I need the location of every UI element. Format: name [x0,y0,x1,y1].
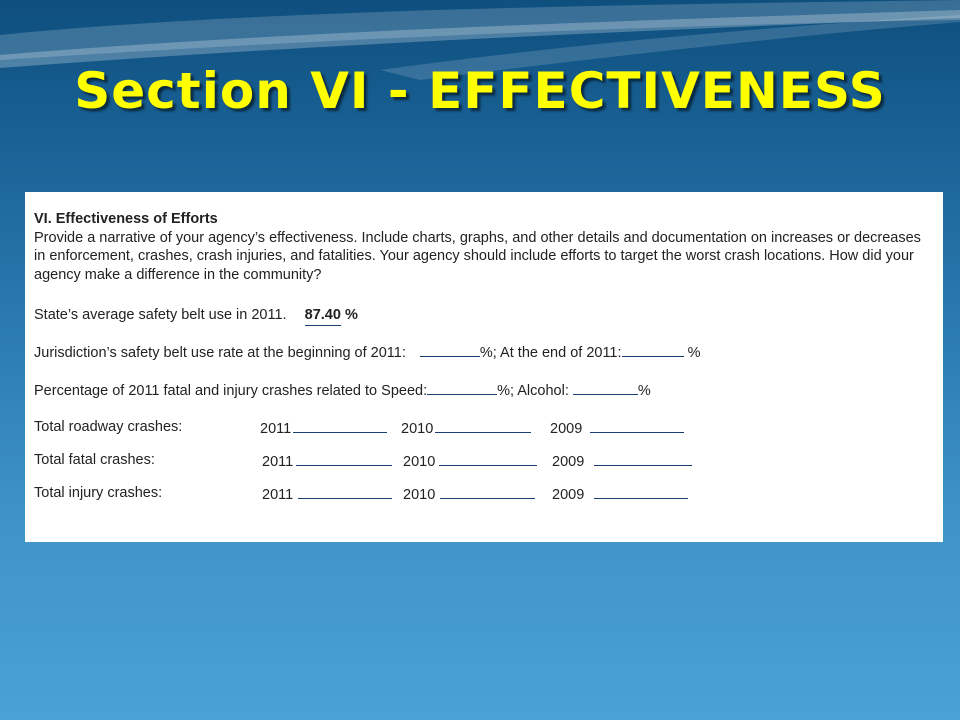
jurisdiction-belt-label: Jurisdiction’s safety belt use rate at the beginning of 2011: [34,345,406,361]
year-2010: 2010 [403,487,436,503]
fatal-injury-mid: %; Alcohol: [497,383,569,399]
form-heading: VI. Effectiveness of Efforts [34,211,218,227]
year-2010: 2010 [401,421,434,437]
form-panel [25,192,943,542]
injury-2011-field[interactable] [298,484,392,499]
crashes-2010-field[interactable] [435,418,531,433]
narrative-instructions: Provide a narrative of your agency’s effectiveness. Include charts, graphs, and other details and documentation on increases or decreases in enforcement, crashes, crash injuries, and fatalities. Your agency should include efforts to target the worst crash locations. How did your agency make a difference in the community? [34,229,921,283]
year-label [403,451,537,472]
fatal-injury-row [34,380,651,401]
alcohol-percent-field[interactable] [573,380,638,395]
state-belt-row [34,306,358,326]
year-label [262,451,392,472]
year-label [403,484,535,505]
speed-percent-field[interactable] [427,380,497,395]
year-2011: 2011 [262,487,294,503]
year-2009: 2009 [552,487,585,503]
jurisdiction-belt-end: % [687,345,701,361]
fatal-2009-field[interactable] [594,451,692,466]
fatal-injury-label: Percentage of 2011 fatal and injury crashes related to Speed: [34,383,428,399]
year-label [260,418,387,439]
year-2011: 2011 [260,421,292,437]
year-label [262,484,392,505]
crashes-2011-field[interactable] [293,418,387,433]
jurisdiction-belt-mid: %; At the end of 2011: [479,345,622,361]
state-belt-value: 87.40 [305,306,341,326]
crash-row-label: Total injury crashes: [34,485,163,501]
crash-row-label: Total roadway crashes: [34,419,183,435]
slide-title: Section VI - EFFECTIVENESS [74,62,886,120]
year-2009: 2009 [552,454,585,470]
state-belt-label: State’s average safety belt use in 2011. [34,307,287,323]
fatal-injury-end: % [637,383,651,399]
year-label [552,484,688,505]
year-2011: 2011 [262,454,294,470]
injury-2009-field[interactable] [594,484,688,499]
year-label [401,418,531,439]
belt-beginning-field[interactable] [420,342,480,357]
injury-2010-field[interactable] [440,484,535,499]
year-2010: 2010 [403,454,436,470]
year-label [552,451,692,472]
belt-end-field[interactable] [622,342,684,357]
fatal-2010-field[interactable] [439,451,537,466]
crashes-2009-field[interactable] [590,418,684,433]
fatal-2011-field[interactable] [296,451,392,466]
crash-row-label: Total fatal crashes: [34,452,155,468]
year-label [550,418,684,439]
state-belt-unit: % [344,307,358,323]
year-2009: 2009 [550,421,583,437]
jurisdiction-belt-row [34,342,700,363]
